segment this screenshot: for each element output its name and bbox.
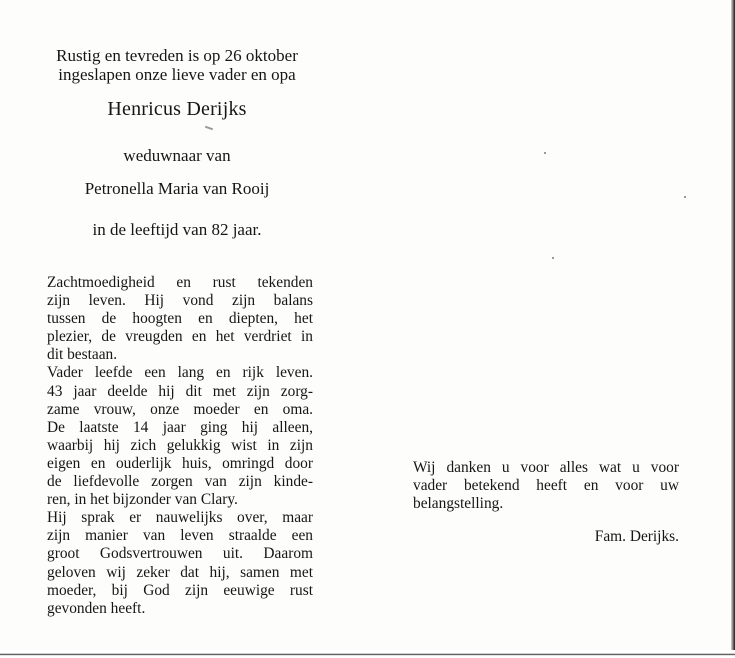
- card-bottom-edge: [0, 650, 735, 658]
- intro-line-1: Rustig en tevreden is op 26 oktober: [56, 46, 298, 65]
- tribute-line: eigen en ouderlijk huis, omringd door: [47, 454, 313, 472]
- print-speck: [544, 152, 546, 154]
- tribute-line: Hij sprak er nauwelijks over, maar: [47, 509, 313, 527]
- tribute-paragraph: [47, 274, 313, 618]
- print-speck: [205, 126, 213, 131]
- age-line: in de leeftijd van 82 jaar.: [92, 220, 262, 239]
- spouse-name: Petronella Maria van Rooij: [84, 179, 270, 198]
- tribute-line: De laatste 14 jaar ging hij alleen,: [47, 418, 313, 436]
- thanks-line: vader betekend heeft en voor uw: [413, 477, 679, 495]
- tribute-line: zijn manier van leven straalde een: [47, 527, 313, 545]
- card-edge-shadow: [731, 0, 735, 658]
- tribute-line: 43 jaar deelde hij dit met zijn zorg-: [47, 382, 313, 400]
- family-signoff: Fam. Derijks.: [594, 528, 679, 545]
- tribute-line: de liefdevolle zorgen van zijn kinde-: [47, 473, 313, 491]
- tribute-line: tussen de hoogten en diepten, het: [47, 310, 313, 328]
- tribute-line: zijn leven. Hij vond zijn balans: [47, 292, 313, 310]
- thanks-paragraph: [413, 459, 679, 513]
- tribute-line: Vader leefde een lang en rijk leven.: [47, 364, 313, 382]
- tribute-line: moeder, bij God zijn eeuwige rust: [47, 581, 313, 599]
- tribute-line: geloven wij zeker dat hij, samen met: [47, 563, 313, 581]
- thanks-line: belangstelling.: [413, 495, 504, 513]
- relation-line: weduwnaar van: [123, 146, 231, 165]
- tribute-line: groot Godsvertrouwen uit. Daarom: [47, 545, 313, 563]
- tribute-line: plezier, de vreugden en het verdriet in: [47, 328, 313, 346]
- tribute-line: zame vrouw, onze moeder en oma.: [47, 400, 313, 418]
- print-speck: [684, 196, 686, 198]
- tribute-line: dit bestaan.: [47, 346, 118, 364]
- deceased-name: Henricus Derijks: [107, 98, 247, 120]
- print-speck: [552, 257, 554, 259]
- tribute-line: gevonden heeft.: [47, 599, 146, 617]
- intro-line-2: ingeslapen onze lieve vader en opa: [58, 65, 296, 84]
- thanks-line: Wij danken u voor alles wat u voor: [413, 459, 679, 476]
- tribute-line: Zachtmoedigheid en rust tekenden: [47, 274, 313, 291]
- tribute-line: ren, in het bijzonder van Clary.: [47, 491, 238, 509]
- tribute-line: waarbij hij zich gelukkig wist in zijn: [47, 436, 313, 454]
